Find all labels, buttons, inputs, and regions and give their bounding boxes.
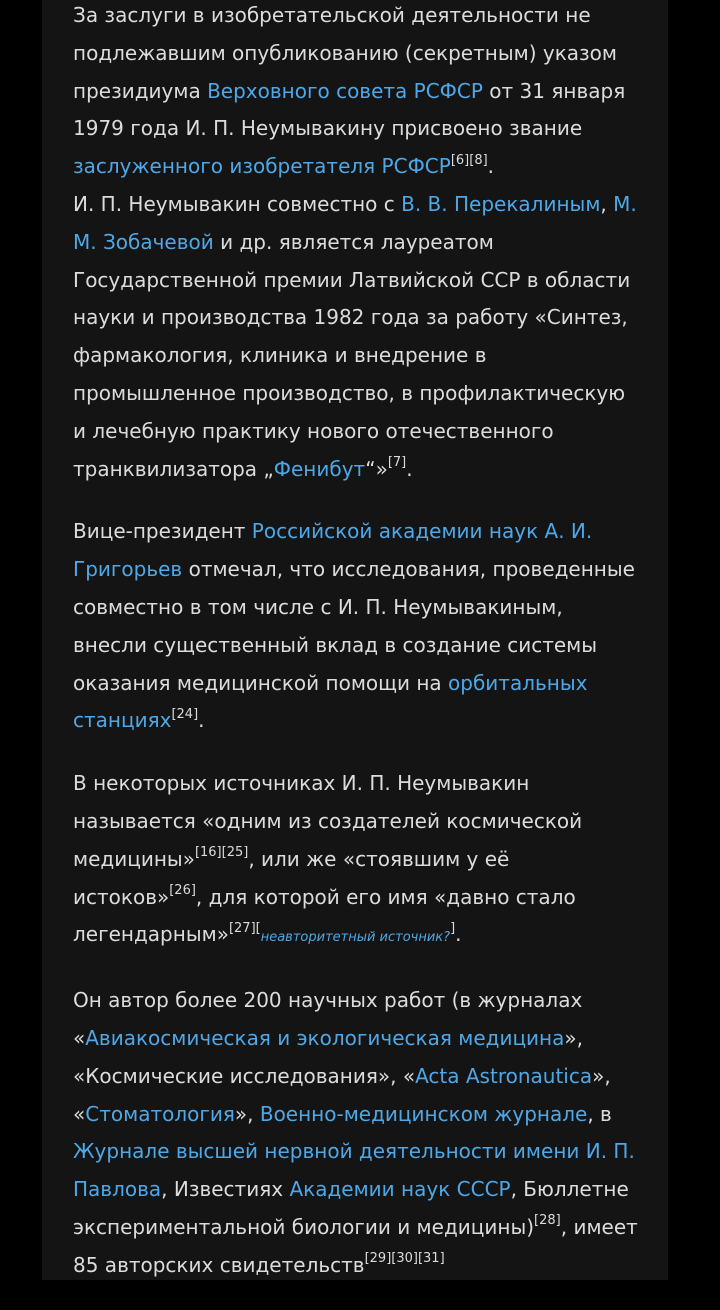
article-body [73, 0, 643, 1310]
article-link[interactable]: Стоматология [85, 1101, 235, 1126]
article-text: от 31 января 1979 года И. П. Неумывакину присвоено звание [73, 78, 626, 141]
article-link[interactable]: заслуженного изобретателя РСФСР [73, 154, 451, 179]
article-paragraph [73, 513, 643, 740]
article-text: », «Космические исследования», « [73, 1025, 583, 1088]
article-text: , [600, 191, 614, 216]
article-paragraph [73, 982, 643, 1284]
article-link[interactable]: Авиакосмическая и экологическая медицина [85, 1025, 565, 1050]
article-text: И. П. Неумывакин совместно с [73, 191, 402, 216]
article-text: . [487, 154, 495, 179]
citation-reference[interactable]: [24] [171, 706, 199, 722]
article-text: , Известиях [161, 1177, 290, 1202]
citation-reference[interactable]: [6][8] [450, 152, 488, 168]
article-text: За заслуги в изобретательской деятельности не подлежавшим опубликованию (секретным) указом президиума [73, 3, 618, 103]
article-text: . [198, 708, 205, 733]
article-text: и др. является лауреатом Государственной премии Латвийской ССР в области науки и производства 1982 года за работу «Синтез, фармакология, клиника и внедрение в промышленное производство, в профилактическую и лечебную практику нового отечественного транквилизатора „ [73, 229, 631, 481]
citation-reference[interactable]: ] [450, 920, 456, 936]
article-link[interactable]: орбитальных станциях [73, 670, 588, 733]
article-link[interactable]: В. В. Перекалиным [401, 191, 601, 216]
article-text: Он автор более 200 научных работ (в журналах « [73, 988, 583, 1050]
article-text: », [234, 1101, 260, 1126]
article-paragraph [73, 0, 643, 488]
article-text: В некоторых источниках И. П. Неумывакин называется «одним из создателей космической медицины» [73, 771, 583, 871]
article-text: , или же «стоявшим у её истоков» [73, 846, 510, 909]
reliability-note-link[interactable]: неавторитетный источник? [260, 930, 451, 946]
article-paragraph [73, 765, 643, 957]
article-text: , в [587, 1101, 612, 1126]
article-text: . [406, 456, 413, 481]
article-link[interactable]: Российской академии наук А. И. Григорьев [73, 519, 593, 582]
article-text: , Бюллетне экспериментальной биологии и медицины) [73, 1177, 629, 1239]
citation-reference[interactable]: [ [255, 920, 261, 936]
article-text: , имеет 85 авторских свидетельств [73, 1214, 638, 1277]
article-link[interactable]: Верховного совета РСФСР [207, 78, 483, 103]
article-text: , для которой его имя «давно стало легендарным» [73, 884, 576, 947]
article-text: », « [73, 1063, 611, 1126]
article-link[interactable]: М. М. Зобачевой [73, 191, 637, 254]
article-link[interactable]: Acta Astronautica [415, 1063, 593, 1088]
citation-reference[interactable]: [26] [169, 882, 196, 898]
article-link[interactable]: Фенибут [273, 456, 366, 481]
article-text: . [455, 922, 462, 947]
citation-reference[interactable]: [29][30][31] [364, 1251, 445, 1267]
citation-reference[interactable]: [16][25] [194, 845, 249, 861]
citation-reference[interactable]: [7] [387, 454, 407, 470]
article-text: “» [365, 456, 388, 481]
citation-reference[interactable]: [27] [228, 920, 256, 936]
citation-reference[interactable]: [28] [534, 1213, 561, 1229]
article-link[interactable]: Военно-медицинском журнале [259, 1101, 588, 1126]
article-link[interactable]: Академии наук СССР [289, 1177, 511, 1202]
article-text: Вице-президент [73, 519, 252, 544]
article-link[interactable]: Журнале высшей нервной деятельности имени И. П. Павлова [73, 1139, 635, 1202]
article-text: отмечал, что исследования, проведенные совместно в том числе с И. П. Неумывакиным, внесли существенный вклад в создание системы оказания медицинской помощи на [73, 557, 635, 695]
